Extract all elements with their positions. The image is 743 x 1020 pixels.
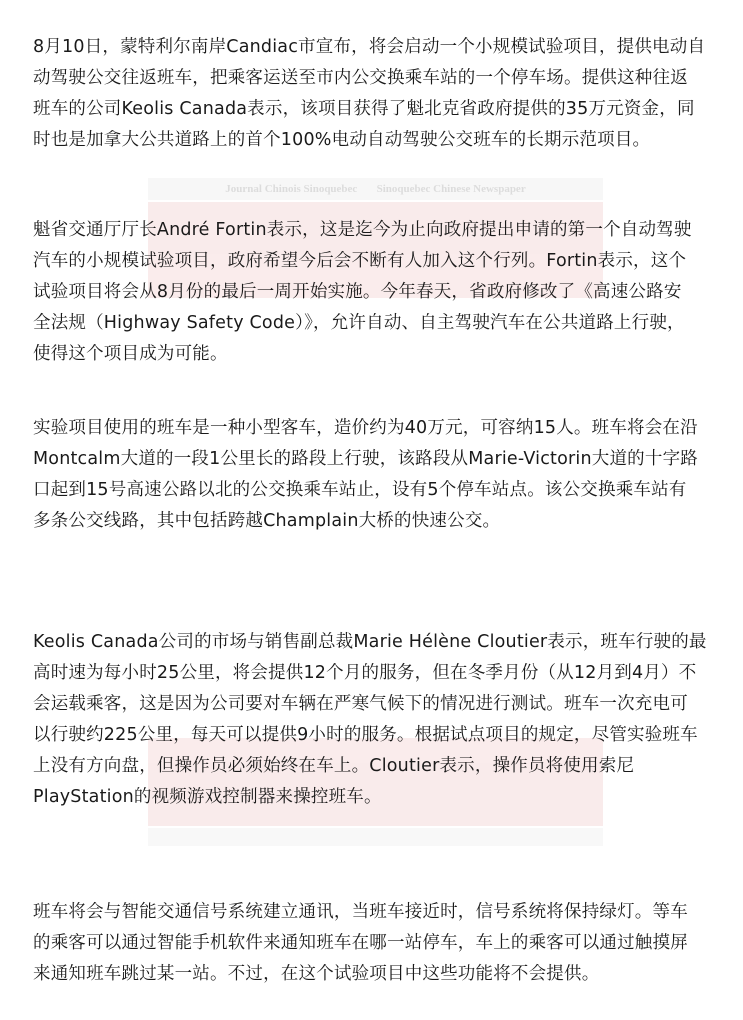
article-paragraph: 实验项目使用的班车是一种小型客车，造价约为40万元，可容纳15人。班车将会在沿 Montcalm大道的一段1公里长的路段上行驶，该路段从Marie-Victorin大道的十字路 口起到15号高速公路以北的公交换乘车站止，设有5个停车站点。该公交换乘车站有 多条公交线路，其中包括跨越Champlain大桥的快速公交。	[33, 418, 698, 531]
article-paragraph: Keolis Canada公司的市场与销售副总裁Marie Hélène Cloutier表示，班车行驶的最 高时速为每小时25公里，将会提供12个月的服务，但在冬季月份（从12月到4月）不 会运载乘客，这是因为公司要对车辆在严寒气候下的情况进行测试。班车一次充电可 以行驶约225公里，每天可以提供9小时的服务。根据试点项目的规定，尽管实验班车 上没有方向盘，但操作员必须始终在车上。Cloutier表示，操作员将使用索尼 PlayStation的视频游戏控制器来操控班车。	[33, 632, 707, 807]
article-paragraph: 8月10日，蒙特利尔南岸Candiac市宣布，将会启动一个小规模试验项目，提供电动自 动驾驶公交往返班车，把乘客运送至市内公交换乘车站的一个停车场。提供这种往返 班车的公司Keolis Canada表示，该项目获得了魁北克省政府提供的35万元资金，同 时也是加拿大公共道路上的首个100%电动自动驾驶公交班车的长期示范项目。	[33, 37, 706, 150]
watermark-footer-strip	[148, 828, 603, 846]
watermark-masthead	[148, 178, 603, 200]
article-paragraph: 魁省交通厅厅长André Fortin表示，这是迄今为止向政府提出申请的第一个自动驾驶 汽车的小规模试验项目，政府希望今后会不断有人加入这个行列。Fortin表示，这个 试验项目将会从8月份的最后一周开始实施。今年春天，省政府修改了《高速公路安 全法规（Highway Safety Code）》，允许自动、自主驾驶汽车在公共道路上行驶， 使得这个项目成为可能。	[33, 220, 692, 364]
watermark-masthead-right: Sinoquebec Chinese Newspaper	[376, 183, 526, 195]
article-paragraph: 班车将会与智能交通信号系统建立通讯，当班车接近时，信号系统将保持绿灯。等车 的乘客可以通过智能手机软件来通知班车在哪一站停车，车上的乘客可以通过触摸屏 来通知班车跳过某一站。不过，在这个试验项目中这些功能将不会提供。	[33, 902, 688, 984]
watermark-masthead-left: Journal Chinois Sinoquebec	[225, 183, 358, 195]
